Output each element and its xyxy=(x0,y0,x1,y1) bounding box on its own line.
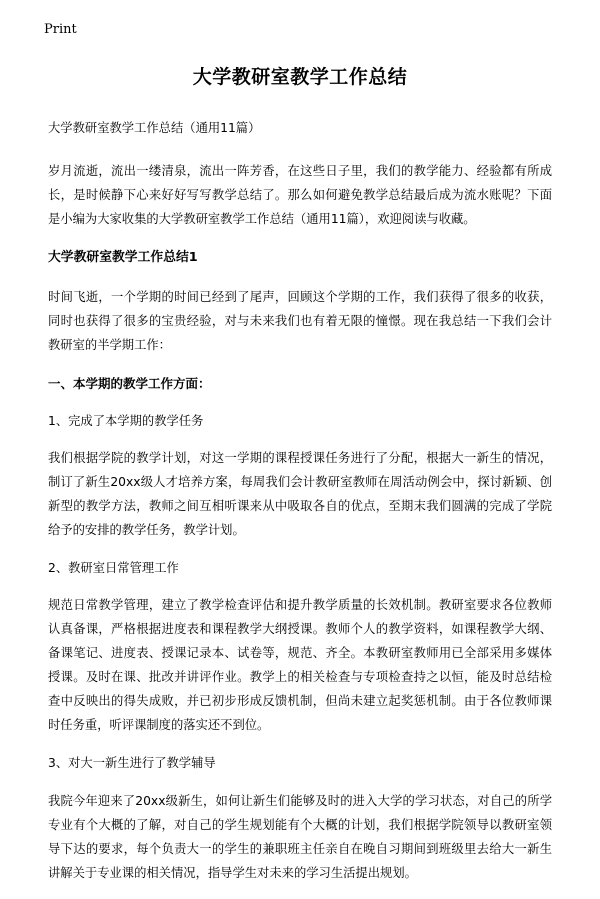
intro-paragraph: 岁月流逝，流出一缕清泉，流出一阵芳香，在这些日子里，我们的教学能力、经验都有所成长，是时候静下心来好好写写教学总结了。那么如何避免教学总结最后成为流水账呢？下面是小编为大家收集的大学教研室教学工作总结（通用11篇），欢迎阅读与收藏。 xyxy=(48,163,552,226)
document-subtitle: 大学教研室教学工作总结（通用11篇） xyxy=(48,120,261,135)
item2-heading: 2、教研室日常管理工作 xyxy=(48,561,179,576)
section-intro-paragraph: 时间飞逝，一个学期的时间已经到了尾声，回顾这个学期的工作，我们获得了很多的收获，同时也获得了很多的宝贵经验，对与未来我们也有着无限的憧憬。现在我总结一下我们会计教研室的半学期工作： xyxy=(48,290,552,353)
item2-body: 规范日常教学管理，建立了教学检查评估和提升教学质量的长效机制。教研室要求各位教师认真备课，严格根据进度表和课程教学大纲授课。教师个人的教学资料，如课程教学大纲、备课笔记、进度表、授课记录本、试卷等，规范、齐全。本教研室教师用已全部采用多媒体授课。及时在课、批改并讲评作业。教学上的相关检查与专项检查持之以恒，能及时总结检查中反映出的得失成败，并已初步形成反馈机制，但尚未建立起奖惩机制。由于各位教师课时任务重，听评课制度的落实还不到位。 xyxy=(48,598,552,733)
item1-heading: 1、完成了本学期的教学任务 xyxy=(48,413,204,428)
print-button[interactable]: Print xyxy=(44,22,77,37)
page-title: 大学教研室教学工作总结 xyxy=(192,66,408,88)
document-body xyxy=(48,64,552,899)
part-one-heading: 一、本学期的教学工作方面： xyxy=(48,376,211,392)
section-title: 大学教研室教学工作总结1 xyxy=(48,249,198,265)
item3-heading: 3、对大一新生进行了教学辅导 xyxy=(48,756,216,771)
item3-body: 我院今年迎来了20xx级新生，如何让新生们能够及时的进入大学的学习状态，对自己的所学专业有个大概的了解，对自己的学生规划能有个大概的计划，我们根据学院领导以教研室领导下达的要求，每个负责大一的学生的兼职班主任亲自在晚自习期间到班级里去给大一新生讲解关于专业课的相关情况，指导学生对未来的学习生活提出规划。 xyxy=(48,793,552,880)
item1-body: 我们根据学院的教学计划，对这一学期的课程授课任务进行了分配，根据大一新生的情况，制订了新生20xx级人才培养方案，每周我们会计教研室教师在周活动例会中，探讨新颖、创新型的教学方法，教师之间互相听课来从中吸取各自的优点，至期末我们圆满的完成了学院给予的安排的教学任务，教学计划。 xyxy=(48,451,552,538)
